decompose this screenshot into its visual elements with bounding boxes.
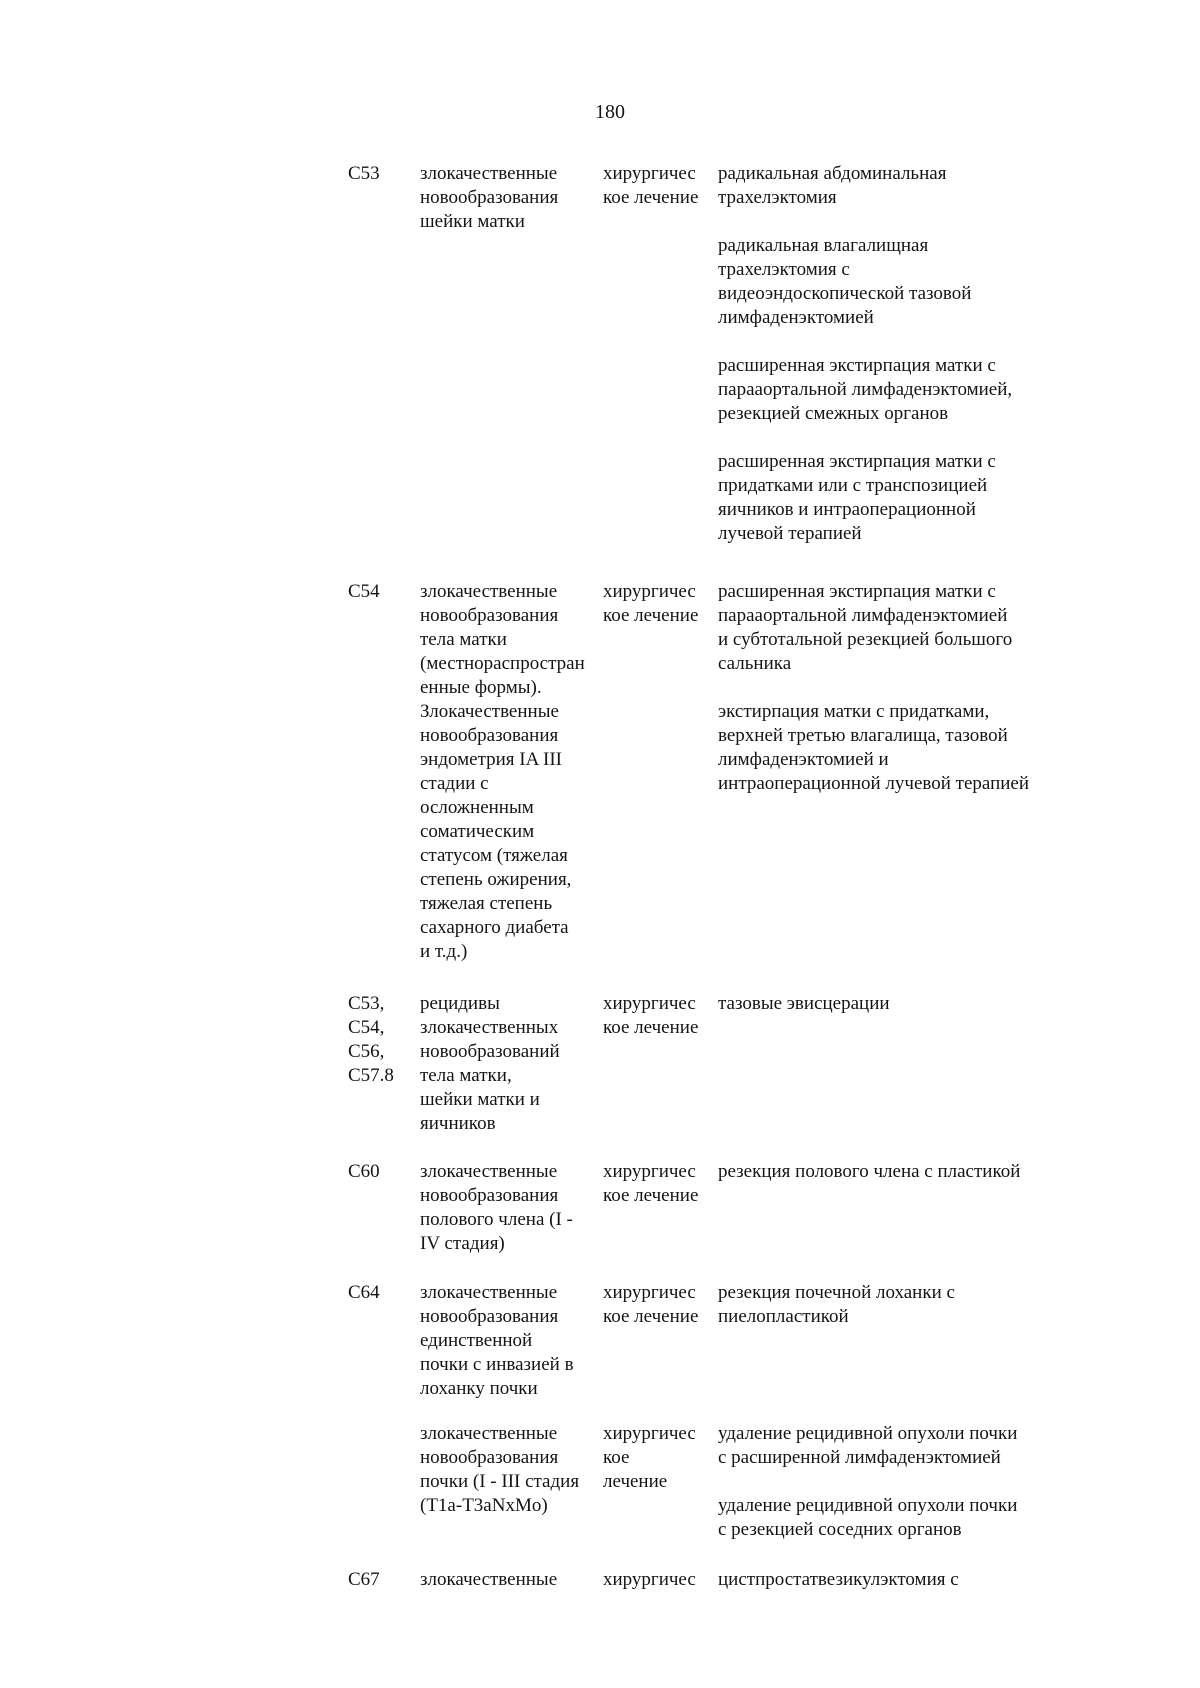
icd-code-line: C53, [348, 993, 385, 1014]
icd-code-cell [348, 1568, 413, 1592]
treatment-type-cell [603, 580, 711, 628]
methods-cell [718, 1281, 1058, 1353]
method-paragraph [718, 1568, 1058, 1592]
disease-line: новообразования [420, 1447, 559, 1468]
method-paragraph [718, 1160, 1058, 1184]
disease-line: шейки матки и [420, 1089, 540, 1110]
disease-line: эндометрия IA III [420, 749, 563, 770]
disease-line: полового члена (I - [420, 1209, 573, 1230]
treatment-line: кое лечение [603, 1306, 699, 1327]
disease-line: новообразования [420, 1185, 559, 1206]
treatment-type-cell [603, 1568, 711, 1592]
disease-line: лоханку почки [420, 1378, 538, 1399]
method-line: радикальная абдоминальная [718, 163, 947, 184]
method-line: резекция почечной лоханки с [718, 1282, 955, 1303]
disease-line: статусом (тяжелая [420, 845, 568, 866]
disease-line: новообразования [420, 725, 559, 746]
method-line: и субтотальной резекцией большого [718, 629, 1013, 650]
disease-line: тела матки, [420, 1065, 512, 1086]
treatment-type-cell [603, 992, 711, 1040]
method-line: расширенная экстирпация матки с [718, 451, 996, 472]
method-line: удаление рецидивной опухоли почки [718, 1495, 1018, 1516]
treatment-line: хирургичес [603, 993, 696, 1014]
method-paragraph [718, 1281, 1058, 1329]
treatment-line: хирургичес [603, 163, 696, 184]
method-line: парааортальной лимфаденэктомией, [718, 379, 1013, 400]
method-line: цистпростатвезикулэктомия с [718, 1569, 959, 1590]
treatment-line: лечение [603, 1471, 668, 1492]
method-line: лимфаденэктомией [718, 307, 874, 328]
disease-line: новообразования [420, 1306, 559, 1327]
disease-cell [420, 1160, 610, 1256]
icd-code-line: C56, [348, 1041, 385, 1062]
icd-code-line: C54 [348, 581, 380, 602]
disease-cell [420, 1281, 610, 1401]
disease-line: рецидивы [420, 993, 500, 1014]
methods-cell [718, 1422, 1058, 1566]
method-line: сальника [718, 653, 792, 674]
disease-line: енные формы). [420, 677, 542, 698]
method-line: верхней третью влагалища, тазовой [718, 725, 1008, 746]
disease-line: тела матки [420, 629, 507, 650]
disease-cell [420, 1568, 610, 1592]
disease-line: соматическим [420, 821, 535, 842]
disease-line: стадии с [420, 773, 489, 794]
icd-code-line: C64 [348, 1282, 380, 1303]
method-line: интраоперационной лучевой терапией [718, 773, 1030, 794]
method-paragraph [718, 580, 1058, 676]
icd-code-cell [348, 162, 413, 186]
methods-cell [718, 1160, 1058, 1208]
icd-code-line: C67 [348, 1569, 380, 1590]
method-line: экстирпация матки с придатками, [718, 701, 990, 722]
disease-line: почки с инвазией в [420, 1354, 574, 1375]
disease-line: IV стадия) [420, 1233, 505, 1254]
treatment-line: кое лечение [603, 187, 699, 208]
icd-code-line: C57.8 [348, 1065, 394, 1086]
method-line: трахелэктомия с [718, 259, 850, 280]
method-line: резекцией смежных органов [718, 403, 949, 424]
method-line: тазовые эвисцерации [718, 993, 890, 1014]
treatment-line: хирургичес [603, 1282, 696, 1303]
method-paragraph [718, 1422, 1058, 1470]
disease-cell [420, 162, 610, 234]
method-paragraph [718, 700, 1058, 796]
disease-cell [420, 580, 610, 964]
disease-line: злокачественных [420, 1017, 559, 1038]
method-paragraph [718, 450, 1058, 546]
icd-code-line: C53 [348, 163, 380, 184]
disease-line: почки (I - III стадия [420, 1471, 580, 1492]
method-paragraph [718, 234, 1058, 330]
icd-code-line: C60 [348, 1161, 380, 1182]
method-paragraph [718, 1494, 1058, 1542]
disease-line: единственной [420, 1330, 533, 1351]
treatment-line: хирургичес [603, 1569, 696, 1590]
treatment-line: хирургичес [603, 1161, 696, 1182]
methods-cell [718, 162, 1058, 570]
treatment-line: хирургичес [603, 1423, 696, 1444]
method-paragraph [718, 354, 1058, 426]
disease-line: сахарного диабета [420, 917, 569, 938]
method-line: удаление рецидивной опухоли почки [718, 1423, 1018, 1444]
icd-code-cell [348, 992, 413, 1088]
treatment-line: кое лечение [603, 1017, 699, 1038]
treatment-type-cell [603, 1160, 711, 1208]
treatment-type-cell [603, 1281, 711, 1329]
treatment-line: кое [603, 1447, 630, 1468]
page-number: 180 [595, 101, 625, 123]
disease-line: (T1a-T3aNxMo) [420, 1495, 548, 1516]
treatment-line: кое лечение [603, 605, 699, 626]
treatment-type-cell [603, 162, 711, 210]
method-paragraph [718, 992, 1058, 1016]
method-line: пиелопластикой [718, 1306, 849, 1327]
method-line: трахелэктомия [718, 187, 837, 208]
disease-line: Злокачественные [420, 701, 559, 722]
method-line: лимфаденэктомией и [718, 749, 889, 770]
method-line: с расширенной лимфаденэктомией [718, 1447, 1001, 1468]
icd-code-line: C54, [348, 1017, 385, 1038]
disease-line: злокачественные [420, 1282, 558, 1303]
disease-line: яичников [420, 1113, 496, 1134]
icd-code-cell [348, 1160, 413, 1184]
disease-cell [420, 992, 610, 1136]
disease-line: (местнораспростран [420, 653, 585, 674]
method-line: придатками или с транспозицией [718, 475, 988, 496]
disease-line: злокачественные [420, 581, 558, 602]
method-line: яичников и интраоперационной [718, 499, 976, 520]
treatment-line: хирургичес [603, 581, 696, 602]
disease-line: новообразований [420, 1041, 560, 1062]
disease-line: новообразования [420, 605, 559, 626]
disease-line: новообразования [420, 187, 559, 208]
disease-line: и т.д.) [420, 941, 468, 962]
method-line: резекция полового члена с пластикой [718, 1161, 1021, 1182]
disease-line: тяжелая степень [420, 893, 553, 914]
disease-line: злокачественные [420, 1569, 558, 1590]
method-line: парааортальной лимфаденэктомией [718, 605, 1008, 626]
icd-code-cell [348, 1281, 413, 1305]
method-paragraph [718, 162, 1058, 210]
disease-line: злокачественные [420, 1161, 558, 1182]
icd-code-cell [348, 580, 413, 604]
methods-cell [718, 580, 1058, 820]
disease-line: степень ожирения, [420, 869, 572, 890]
method-line: радикальная влагалищная [718, 235, 929, 256]
disease-line: шейки матки [420, 211, 525, 232]
disease-cell [420, 1422, 610, 1518]
method-line: расширенная экстирпация матки с [718, 581, 996, 602]
disease-line: злокачественные [420, 163, 558, 184]
method-line: расширенная экстирпация матки с [718, 355, 996, 376]
methods-cell [718, 992, 1058, 1040]
method-line: видеоэндоскопической тазовой [718, 283, 972, 304]
method-line: лучевой терапией [718, 523, 862, 544]
disease-line: осложненным [420, 797, 534, 818]
treatment-line: кое лечение [603, 1185, 699, 1206]
methods-cell [718, 1568, 1058, 1616]
treatment-type-cell [603, 1422, 711, 1494]
method-line: с резекцией соседних органов [718, 1519, 962, 1540]
disease-line: злокачественные [420, 1423, 558, 1444]
